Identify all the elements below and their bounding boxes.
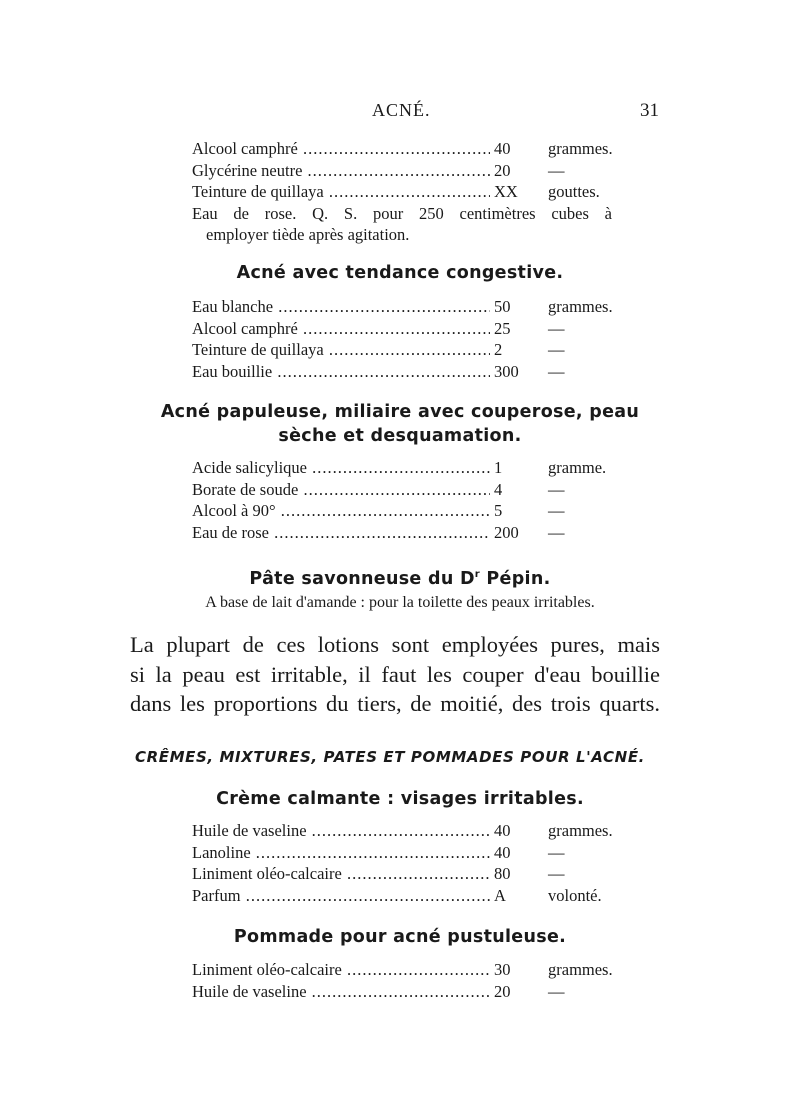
recipe-title (0, 563, 800, 591)
ingredient-row (192, 361, 612, 383)
ingredient-row (192, 500, 612, 522)
recipe-intro: A base de lait d'amande : pour la toilette des peaux irritables. (205, 594, 595, 611)
ingredient-qty: 200 (494, 522, 519, 542)
ingredient-unit: grammes. (548, 297, 613, 316)
recipe-papuleuse (192, 457, 612, 543)
recipe-pommade-pustuleuse (192, 959, 612, 1002)
ingredient-qty: 300 (494, 361, 519, 381)
ingredient-row (192, 160, 612, 182)
recipe-title-text: Pâte savonneuse du D (249, 569, 475, 589)
ingredient-row (192, 959, 612, 981)
ingredient-unit: — (548, 160, 565, 180)
ingredient-name: Parfum ..... (192, 885, 490, 907)
ingredient-qty: 20 (494, 160, 511, 180)
ingredient-qty: 40 (494, 139, 511, 158)
ingredient-qty: XX (494, 182, 518, 201)
ingredient-unit: — (548, 842, 565, 862)
recipe-title-line: Acné papuleuse, miliaire avec couperose, peau (160, 402, 640, 422)
ingredient-row (192, 981, 612, 1003)
ingredient-name: Eau de rose ..... (192, 522, 490, 544)
ingredient-row (192, 138, 612, 160)
ingredient-qty: A (494, 885, 506, 905)
recipe-creme-calmante (192, 820, 612, 906)
ingredient-unit: grammes. (548, 960, 613, 979)
paragraph-line: La plupart de ces lotions sont employées pures, mais (130, 632, 660, 657)
ingredient-row (192, 479, 612, 501)
paragraph-line: si la peau est irritable, il faut les couper d'eau bouillie (130, 661, 660, 687)
page-number: 31 (640, 100, 659, 121)
ingredient-qty: 30 (494, 960, 511, 979)
ingredient-row (192, 820, 612, 842)
ingredient-qty: 40 (494, 842, 511, 862)
ingredient-name: Eau bouillie ..... (192, 361, 490, 383)
ingredient-name: Acide salicylique ..... (192, 457, 490, 479)
ingredient-name: Liniment oléo-calcaire ..... (192, 959, 490, 981)
ingredient-name: Alcool à 90° ..... (192, 500, 490, 522)
recipe-title-superscript: r (474, 569, 481, 580)
recipe-note (192, 203, 612, 246)
ingredient-name: Huile de vaseline ..... (192, 820, 490, 842)
ingredient-unit: — (548, 361, 565, 381)
ingredient-name: Huile de vaseline ..... (192, 981, 490, 1003)
ingredient-row (192, 522, 612, 544)
ingredient-unit: gramme. (548, 458, 607, 477)
recipe-congestive (192, 296, 612, 382)
ingredient-name: Borate de soude ..... (192, 479, 490, 501)
recipe-title: Acné avec tendance congestive. (236, 263, 564, 283)
ingredient-name: Glycérine neutre ..... (192, 160, 490, 182)
recipe-title (0, 400, 800, 448)
section-heading: CRÊMES, MIXTURES, PATES ET POMMADES POUR L'ACNÉ. (135, 748, 645, 766)
ingredient-row (192, 296, 612, 318)
ingredient-qty: 25 (494, 318, 511, 338)
ingredient-unit: — (548, 340, 565, 359)
ingredient-unit: — (548, 522, 565, 542)
ingredient-unit: grammes. (548, 821, 613, 840)
ingredient-row (192, 318, 612, 340)
ingredient-row (192, 885, 612, 907)
body-paragraph (130, 630, 660, 719)
ingredient-row (192, 842, 612, 864)
ingredient-unit: — (548, 864, 565, 883)
recipe-title-text: Pépin. (480, 569, 551, 589)
ingredient-unit: grammes. (548, 139, 613, 158)
ingredient-unit: — (548, 318, 565, 338)
recipe-alcool-camphre (192, 138, 612, 246)
ingredient-qty: 40 (494, 821, 511, 840)
recipe-title: Crème calmante : visages irritables. (216, 789, 584, 809)
ingredient-name: Liniment oléo-calcaire ..... (192, 863, 490, 885)
ingredient-row (192, 863, 612, 885)
note-line: Eau de rose. Q. S. pour 250 centimètres cubes à (192, 203, 612, 223)
ingredient-unit: — (548, 981, 565, 1001)
ingredient-name: Alcool camphré ..... (192, 318, 490, 340)
running-title: ACNÉ. (372, 100, 431, 120)
paragraph-line: dans les proportions du tiers, de moitié, des trois quarts. (130, 691, 660, 716)
ingredient-name: Eau blanche ..... (192, 296, 490, 318)
ingredient-qty: 20 (494, 981, 511, 1001)
ingredient-unit: — (548, 479, 565, 499)
ingredient-qty: 1 (494, 458, 503, 477)
recipe-title-line: sèche et desquamation. (278, 426, 522, 446)
ingredient-qty: 80 (494, 864, 511, 883)
ingredient-qty: 50 (494, 297, 511, 316)
ingredient-row (192, 339, 612, 361)
running-header (0, 100, 800, 124)
ingredient-name: Lanoline ..... (192, 842, 490, 864)
ingredient-name: Teinture de quillaya ..... (192, 181, 490, 203)
ingredient-qty: 2 (494, 340, 503, 359)
ingredient-row (192, 181, 612, 203)
recipe-title: Pommade pour acné pustuleuse. (233, 927, 567, 947)
ingredient-unit: gouttes. (548, 182, 600, 201)
note-line: employer tiède après agitation. (206, 225, 410, 244)
ingredient-qty: 4 (494, 479, 503, 499)
ingredient-name: Alcool camphré ..... (192, 138, 490, 160)
ingredient-unit: volonté. (548, 885, 602, 905)
ingredient-row (192, 457, 612, 479)
ingredient-qty: 5 (494, 501, 503, 520)
ingredient-unit: — (548, 501, 565, 520)
ingredient-name: Teinture de quillaya ..... (192, 339, 490, 361)
